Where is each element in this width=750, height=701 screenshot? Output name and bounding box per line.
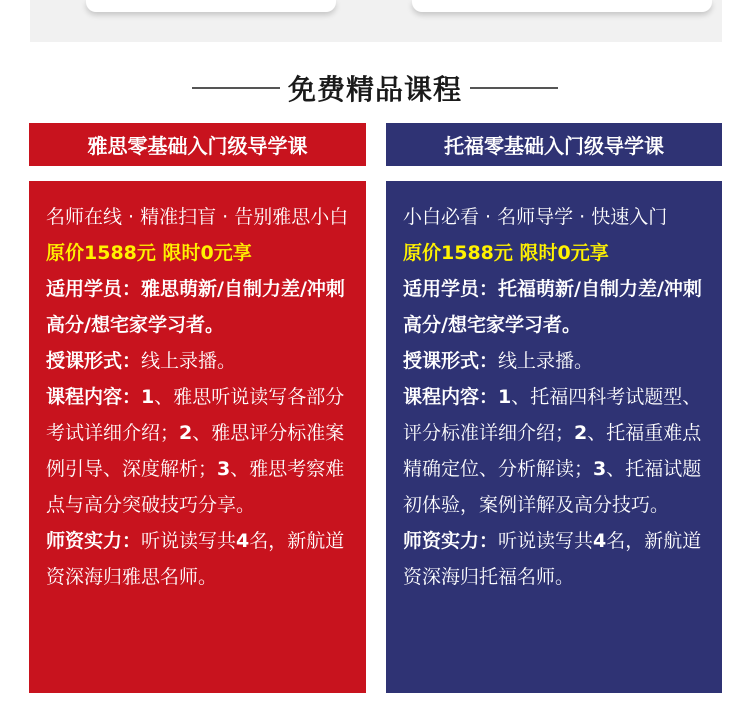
- ielts-audience-value: 雅思萌新/自制力差/冲刺高分/想宅家学习者。: [46, 278, 345, 336]
- ielts-content-n1: 1: [141, 386, 155, 408]
- toefl-course-header: 托福零基础入门级导学课: [386, 123, 722, 166]
- toefl-format-value: 线上录播。: [498, 350, 594, 372]
- top-card-left: [86, 0, 336, 12]
- title-line-left: [192, 87, 280, 89]
- toefl-audience-value: 托福萌新/自制力差/冲刺高分/想宅家学习者。: [403, 278, 702, 336]
- ielts-teacher-t1: 听说读写共: [141, 530, 237, 552]
- toefl-price: 原价1588元 限时0元享: [403, 242, 609, 264]
- ielts-format: [46, 343, 349, 379]
- ielts-audience-label: 适用学员：: [46, 278, 142, 300]
- toefl-teacher-t1: 听说读写共: [498, 530, 594, 552]
- toefl-course-card: [386, 181, 722, 693]
- toefl-teacher-label: 师资实力：: [403, 530, 499, 552]
- toefl-format: [403, 343, 705, 379]
- toefl-content-label: 课程内容：: [403, 386, 499, 408]
- ielts-content-t3: 、雅思考察难点与高分突破技巧分享。: [46, 458, 345, 516]
- toefl-tagline: 小白必看 · 名师导学 · 快速入门: [403, 206, 668, 228]
- ielts-content-n3: 3: [217, 458, 231, 480]
- top-card-right: [412, 0, 712, 12]
- toefl-audience-label: 适用学员：: [403, 278, 499, 300]
- ielts-format-value: 线上录播。: [141, 350, 237, 372]
- ielts-teacher-t2: 名，新航道资深海归雅思名师。: [46, 530, 345, 588]
- ielts-content-label: 课程内容：: [46, 386, 142, 408]
- ielts-content: [46, 379, 349, 523]
- ielts-content-t1: 、雅思听说读写各部分考试详细介绍；: [46, 386, 345, 444]
- ielts-content-n2: 2: [179, 422, 193, 444]
- toefl-content-n1: 1: [498, 386, 512, 408]
- ielts-course-header: 雅思零基础入门级导学课: [29, 123, 366, 166]
- toefl-teacher-t2: 名，新航道资深海归托福名师。: [403, 530, 702, 588]
- toefl-teacher-n: 4: [593, 530, 607, 552]
- ielts-price: 原价1588元 限时0元享: [46, 242, 252, 264]
- toefl-content-t3: 、托福试题初体验，案例详解及高分技巧。: [403, 458, 702, 516]
- ielts-tagline: 名师在线 · 精准扫盲 · 告别雅思小白: [46, 206, 349, 228]
- top-band: [30, 0, 722, 42]
- toefl-content-t2: 、托福重难点精确定位、分析解读；: [403, 422, 702, 480]
- toefl-content: [403, 379, 705, 523]
- title-line-right: [470, 87, 558, 89]
- section-title-text: 免费精品课程: [287, 73, 462, 106]
- toefl-content-n2: 2: [574, 422, 588, 444]
- toefl-content-t1: 、托福四科考试题型、评分标准详细介绍；: [403, 386, 702, 444]
- toefl-content-n3: 3: [593, 458, 607, 480]
- ielts-content-t2: 、雅思评分标准案例引导、深度解析；: [46, 422, 345, 480]
- toefl-format-label: 授课形式：: [403, 350, 499, 372]
- section-title: [0, 68, 750, 108]
- toefl-audience: [403, 271, 705, 343]
- ielts-format-label: 授课形式：: [46, 350, 142, 372]
- ielts-audience: [46, 271, 349, 343]
- ielts-teacher-n: 4: [236, 530, 250, 552]
- ielts-teacher: [46, 523, 349, 595]
- ielts-teacher-label: 师资实力：: [46, 530, 142, 552]
- ielts-course-card: [29, 181, 366, 693]
- toefl-teacher: [403, 523, 705, 595]
